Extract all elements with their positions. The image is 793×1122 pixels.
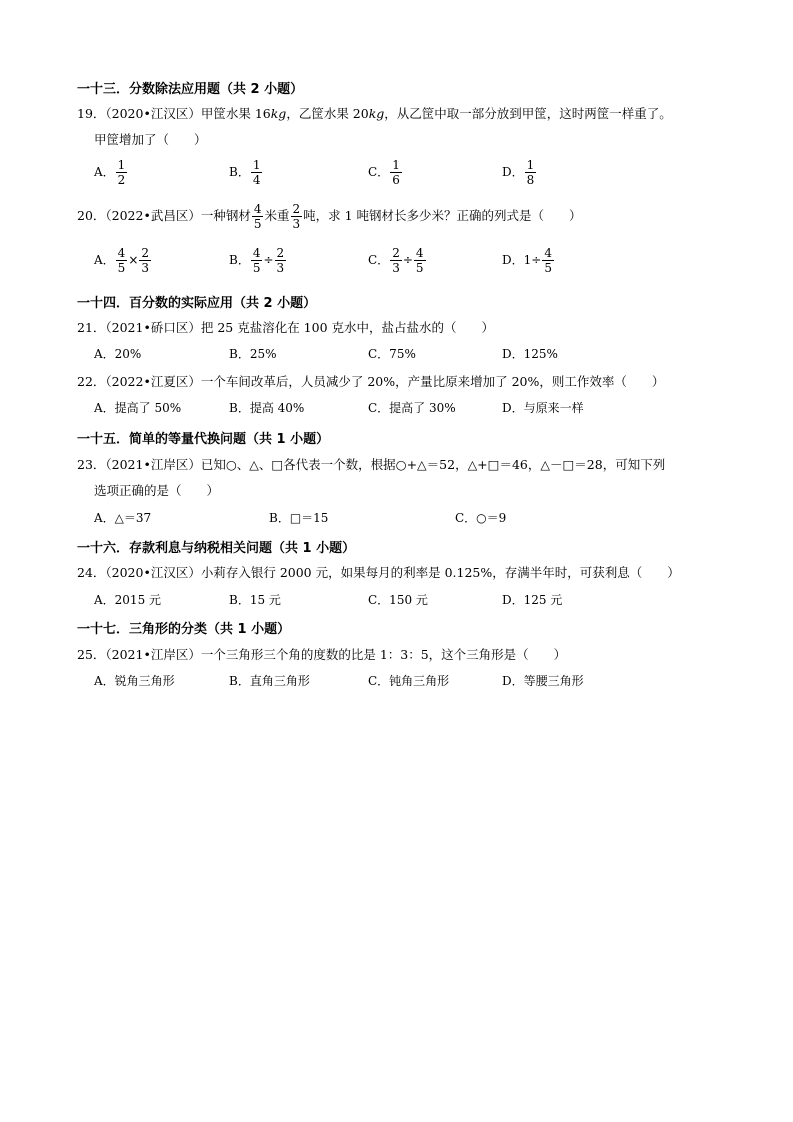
- q25-option-a: A．锐角三角形: [94, 674, 175, 688]
- q20-option-b: B． $\frac{4}{5}$ ÷ $\frac{2}{3}$: [229, 246, 285, 275]
- section-title-13: 一十三．分数除法应用题（共 2 小题）: [77, 82, 304, 97]
- q24-option-d: D．125 元: [502, 593, 563, 607]
- q21-option-c: C．75%: [368, 347, 416, 361]
- q24-option-a: A．2015 元: [94, 593, 162, 607]
- q19-option-c: C． $\frac{1}{6}$: [368, 158, 400, 187]
- q19-option-d: D． $\frac{1}{8}$: [502, 158, 535, 187]
- q25-option-b: B．直角三角形: [229, 674, 310, 688]
- section-title-14: 一十四．百分数的实际应用（共 2 小题）: [77, 296, 317, 311]
- q21-option-b: B．25%: [229, 347, 277, 361]
- question-23-line-2: 选项正确的是（ ）: [94, 483, 220, 498]
- q21-option-a: A．20%: [94, 347, 142, 361]
- q23-option-a: A．△＝37: [94, 511, 152, 525]
- q19-text-a: 19．（2020•江汉区）甲筐水果 16: [77, 106, 271, 121]
- q22-option-d: D．与原来一样: [502, 401, 584, 415]
- q19-unit-1: kg: [270, 106, 287, 121]
- q20-option-a: A． $\frac{4}{5}$ × $\frac{2}{3}$: [94, 246, 150, 275]
- q20-option-c: C． $\frac{2}{3}$ ÷ $\frac{4}{5}$: [368, 246, 424, 275]
- q24-option-b: B．15 元: [229, 593, 281, 607]
- section-title-17: 一十七．三角形的分类（共 1 小题）: [77, 622, 291, 637]
- q21-option-d: D．125%: [502, 347, 558, 361]
- q19-unit-2: kg: [368, 106, 385, 121]
- question-22: 22．（2022•江夏区）一个车间改革后，人员减少了 20%，产量比原来增加了 20%，则工作效率（ ）: [77, 374, 665, 389]
- q19-option-b: B． $\frac{1}{4}$: [229, 158, 261, 187]
- q25-option-d: D．等腰三角形: [502, 674, 584, 688]
- question-25: 25．（2021•江岸区）一个三角形三个角的度数的比是 1：3：5，这个三角形是（ ）: [77, 647, 567, 662]
- q19-option-a: A． $\frac{1}{2}$: [94, 158, 126, 187]
- q23-option-c: C．○＝9: [455, 511, 507, 525]
- question-21: 21．（2021•硚口区）把 25 克盐溶化在 100 克水中，盐占盐水的（ ）: [77, 320, 494, 335]
- section-title-15: 一十五．简单的等量代换问题（共 1 小题）: [77, 432, 330, 447]
- q22-option-c: C．提高了 30%: [368, 401, 456, 415]
- q22-option-a: A．提高了 50%: [94, 401, 182, 415]
- q20-option-d: D．1÷ $\frac{4}{5}$: [502, 246, 552, 275]
- question-20: 20．（2022•武昌区）一种钢材 $\frac{4}{5}$ 米重 $\frac{2}{3}$ 吨，求 1 吨钢材长多少米？正确的列式是（ ）: [77, 202, 582, 231]
- question-23-line-1: 23．（2021•江岸区）已知○、△、□各代表一个数，根据○+△＝52，△+□＝46，△－□＝28，可知下列: [77, 457, 666, 472]
- section-title-16: 一十六．存款利息与纳税相关问题（共 1 小题）: [77, 541, 356, 556]
- q25-option-c: C．钝角三角形: [368, 674, 450, 688]
- q23-option-b: B．□＝15: [269, 511, 329, 525]
- question-19-line-2: 甲筐增加了（ ）: [94, 132, 207, 147]
- q22-option-b: B．提高 40%: [229, 401, 305, 415]
- question-19-line-1: [77, 104, 672, 122]
- q19-text-c: ，从乙筐中取一部分放到甲筐，这时两筐一样重了。: [384, 106, 672, 121]
- q19-text-b: ，乙筐水果 20: [286, 106, 369, 121]
- q24-option-c: C．150 元: [368, 593, 428, 607]
- question-24: 24．（2020•江汉区）小莉存入银行 2000 元，如果每月的利率是 0.125%，存满半年时，可获利息（ ）: [77, 565, 680, 580]
